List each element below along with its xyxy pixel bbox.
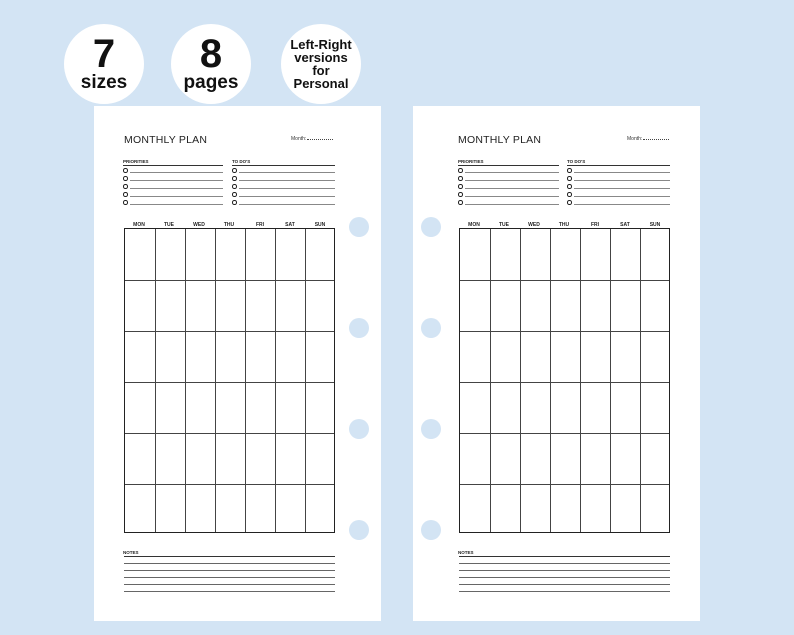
priorities-rule bbox=[458, 165, 559, 166]
notes-label: NOTES bbox=[123, 550, 139, 555]
right-planner-page bbox=[413, 106, 700, 621]
punch-hole bbox=[349, 217, 369, 237]
day-header-fri: FRI bbox=[590, 222, 600, 228]
day-header-wed: WED bbox=[193, 222, 205, 228]
day-header-sat: SAT bbox=[285, 222, 295, 228]
versions-line: Personal bbox=[293, 76, 349, 91]
day-header-sun: SUN bbox=[649, 222, 661, 228]
punch-hole bbox=[421, 520, 441, 540]
punch-hole bbox=[349, 419, 369, 439]
pages-number: 8 bbox=[199, 32, 223, 76]
month-field bbox=[627, 136, 669, 142]
punch-hole bbox=[421, 318, 441, 338]
day-header-tue: TUE bbox=[499, 222, 509, 228]
priorities-label: PRIORITIES bbox=[458, 159, 484, 164]
punch-hole bbox=[349, 318, 369, 338]
day-header-mon: MON bbox=[468, 222, 480, 228]
calendar-grid bbox=[124, 228, 335, 533]
versions-line: for bbox=[312, 63, 330, 78]
day-header-thu: THU bbox=[223, 222, 235, 228]
day-header-wed: WED bbox=[528, 222, 540, 228]
todos-label: TO DO'S bbox=[232, 159, 251, 164]
day-header-sun: SUN bbox=[314, 222, 326, 228]
sizes-number: 7 bbox=[92, 32, 116, 76]
pages-label: pages bbox=[183, 72, 239, 93]
day-header-tue: TUE bbox=[164, 222, 174, 228]
priorities-rule bbox=[123, 165, 223, 166]
versions-line: versions bbox=[294, 50, 348, 65]
todos-label: TO DO'S bbox=[567, 159, 586, 164]
todos-rule bbox=[567, 165, 670, 166]
page-title: MONTHLY PLAN bbox=[458, 134, 542, 146]
calendar-grid bbox=[459, 228, 670, 533]
day-header-sat: SAT bbox=[620, 222, 630, 228]
versions-line: Left-Right bbox=[290, 37, 352, 52]
sizes-label: sizes bbox=[80, 72, 128, 93]
day-header-thu: THU bbox=[558, 222, 570, 228]
sizes-badge bbox=[64, 24, 144, 104]
month-label: Month: bbox=[627, 136, 643, 142]
day-header-fri: FRI bbox=[255, 222, 265, 228]
notes-label: NOTES bbox=[458, 550, 474, 555]
pages-badge bbox=[171, 24, 251, 104]
month-label: Month: bbox=[291, 136, 307, 142]
todos-rule bbox=[232, 165, 335, 166]
punch-hole bbox=[421, 419, 441, 439]
left-planner-page bbox=[94, 106, 381, 621]
punch-hole bbox=[421, 217, 441, 237]
versions-badge bbox=[281, 24, 361, 104]
day-header-mon: MON bbox=[133, 222, 145, 228]
punch-hole bbox=[349, 520, 369, 540]
priorities-label: PRIORITIES bbox=[123, 159, 149, 164]
month-field bbox=[291, 136, 333, 142]
page-title: MONTHLY PLAN bbox=[124, 134, 208, 146]
